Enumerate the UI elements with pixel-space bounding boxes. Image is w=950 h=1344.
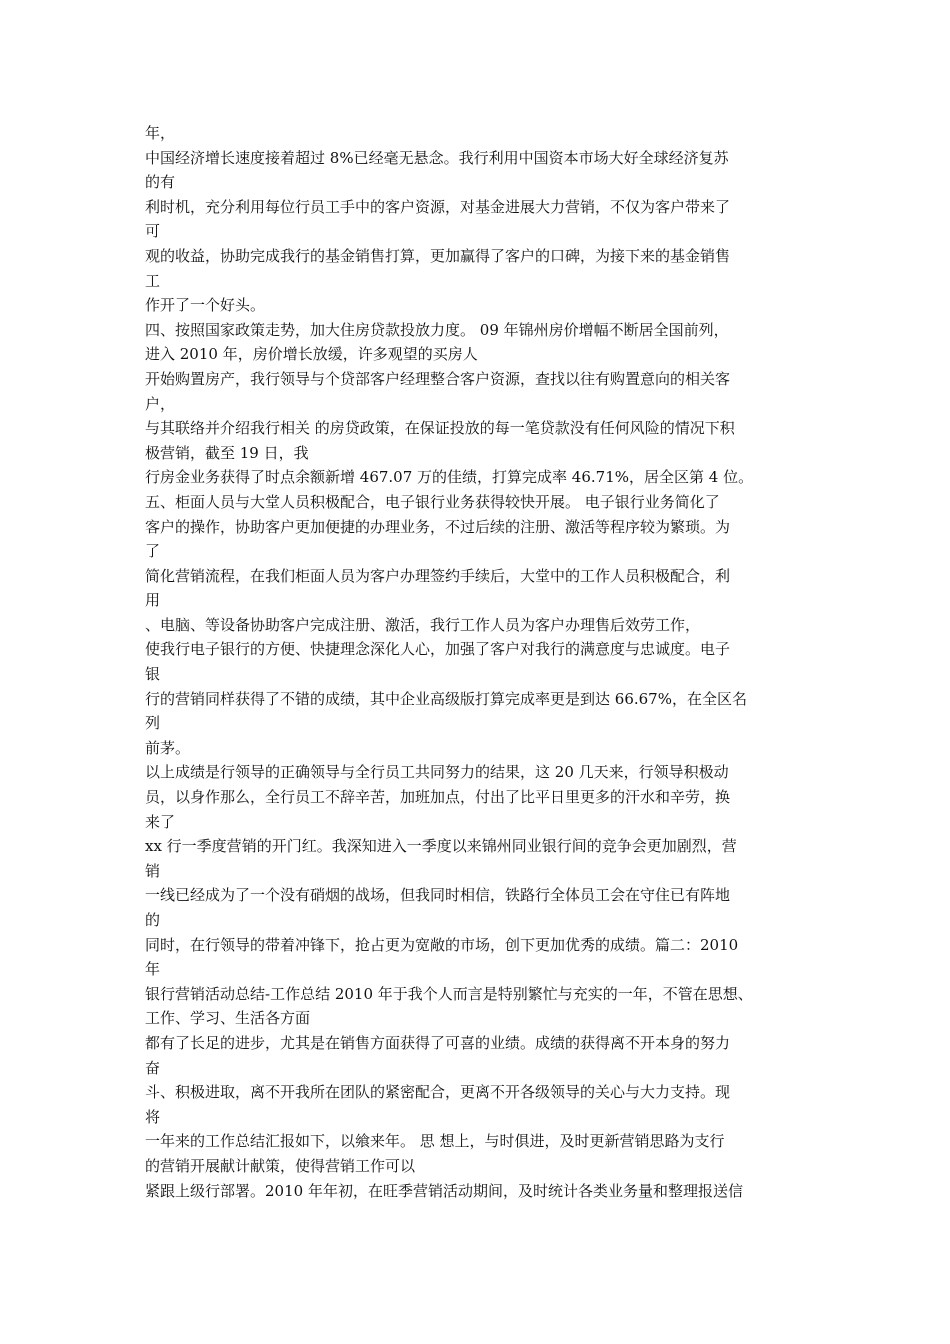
text-line: 行房金业务获得了时点余额新增 467.07 万的佳绩，打算完成率 46.71%，居全区第 4 位。 bbox=[145, 468, 754, 487]
document-body bbox=[145, 121, 825, 1203]
text-line: 销 bbox=[145, 861, 161, 880]
text-line: 进入 2010 年，房价增长放缓，许多观望的买房人 bbox=[145, 345, 478, 364]
text-line: 的 bbox=[145, 911, 161, 929]
text-line: 极营销，截至 19 日，我 bbox=[145, 443, 309, 462]
text-line: 了 bbox=[145, 542, 161, 561]
text-line: 银 bbox=[145, 665, 161, 684]
text-line: 中国经济增长速度接着超过 8%已经毫无悬念。我行利用中国资本市场大好全球经济复苏 bbox=[145, 148, 729, 167]
text-line: 客户的操作，协助客户更加便捷的办理业务，不过后续的注册、激活等程序较为繁琐。为 bbox=[145, 517, 731, 536]
text-line: 用 bbox=[145, 591, 161, 610]
text-line: 年 bbox=[145, 960, 161, 979]
text-line: 使我行电子银行的方便、快捷理念深化人心，加强了客户对我行的满意度与忠诚度。电子 bbox=[145, 640, 731, 659]
text-line: 简化营销流程，在我们柜面人员为客户办理签约手续后，大堂中的工作人员积极配合，利 bbox=[145, 566, 731, 585]
text-line: xx 行一季度营销的开门红。我深知进入一季度以来锦州同业银行间的竞争会更加剧烈，营 bbox=[145, 837, 737, 856]
text-line: 列 bbox=[145, 714, 161, 733]
text-line: 、电脑、等设备协助客户完成注册、激活，我行工作人员为客户办理售后效劳工作， bbox=[145, 615, 701, 634]
text-line: 银行营销活动总结-工作总结 2010 年于我个人而言是特别繁忙与充实的一年，不管在思想、 bbox=[145, 984, 753, 1003]
text-line: 工 bbox=[145, 271, 161, 290]
text-line: 的营销开展献计献策，使得营销工作可以 bbox=[145, 1156, 416, 1175]
text-line: 年， bbox=[145, 124, 176, 142]
text-line: 的有 bbox=[145, 173, 176, 192]
text-line: 可 bbox=[145, 222, 161, 241]
text-line: 五、柜面人员与大堂人员积极配合，电子银行业务获得较快开展。 电子银行业务简化了 bbox=[145, 492, 720, 511]
text-line: 前茅。 bbox=[145, 738, 191, 757]
text-line: 行的营销同样获得了不错的成绩，其中企业高级版打算完成率更是到达 66.67%，在全区名 bbox=[145, 689, 747, 708]
text-line: 来了 bbox=[145, 812, 176, 831]
text-line: 奋 bbox=[145, 1058, 161, 1077]
text-line: 员，以身作那么，全行员工不辞辛苦，加班加点，付出了比平日里更多的汗水和辛劳，换 bbox=[145, 788, 731, 807]
text-line: 户， bbox=[145, 394, 176, 413]
text-line: 同时，在行领导的带着冲锋下，抢占更为宽敞的市场，创下更加优秀的成绩。篇二：2010 bbox=[145, 935, 739, 954]
text-line: 利时机，充分利用每位行员工手中的客户资源，对基金进展大力营销，不仅为客户带来了 bbox=[145, 197, 731, 216]
text-line: 紧跟上级行部署。2010 年年初，在旺季营销活动期间，及时统计各类业务量和整理报送信 bbox=[145, 1181, 743, 1200]
text-line: 一线已经成为了一个没有硝烟的战场，但我同时相信，铁路行全体员工会在守住已有阵地 bbox=[145, 886, 731, 905]
text-line: 开始购置房产，我行领导与个贷部客户经理整合客户资源，查找以往有购置意向的相关客 bbox=[145, 369, 731, 388]
text-line: 四、按照国家政策走势，加大住房贷款投放力度。 09 年锦州房价增幅不断居全国前列， bbox=[145, 320, 729, 339]
text-line: 都有了长足的进步，尤其是在销售方面获得了可喜的业绩。成绩的获得离不开本身的努力 bbox=[145, 1033, 731, 1052]
text-line: 一年来的工作总结汇报如下，以飨来年。 思 想上，与时俱进，及时更新营销思路为支行 bbox=[145, 1132, 725, 1151]
text-line: 观的收益，协助完成我行的基金销售打算，更加赢得了客户的口碑，为接下来的基金销售 bbox=[145, 246, 731, 265]
text-line: 与其联络并介绍我行相关 的房贷政策，在保证投放的每一笔贷款没有任何风险的情况下积 bbox=[145, 419, 735, 438]
text-line: 以上成绩是行领导的正确领导与全行员工共同努力的结果，这 20 几天来，行领导积极动 bbox=[145, 763, 729, 782]
text-line: 工作、学习、生活各方面 bbox=[145, 1009, 311, 1028]
text-line: 作开了一个好头。 bbox=[145, 296, 266, 315]
text-line: 斗、积极进取，离不开我所在团队的紧密配合，更离不开各级领导的关心与大力支持。现 bbox=[145, 1083, 731, 1102]
text-line: 将 bbox=[145, 1107, 161, 1126]
